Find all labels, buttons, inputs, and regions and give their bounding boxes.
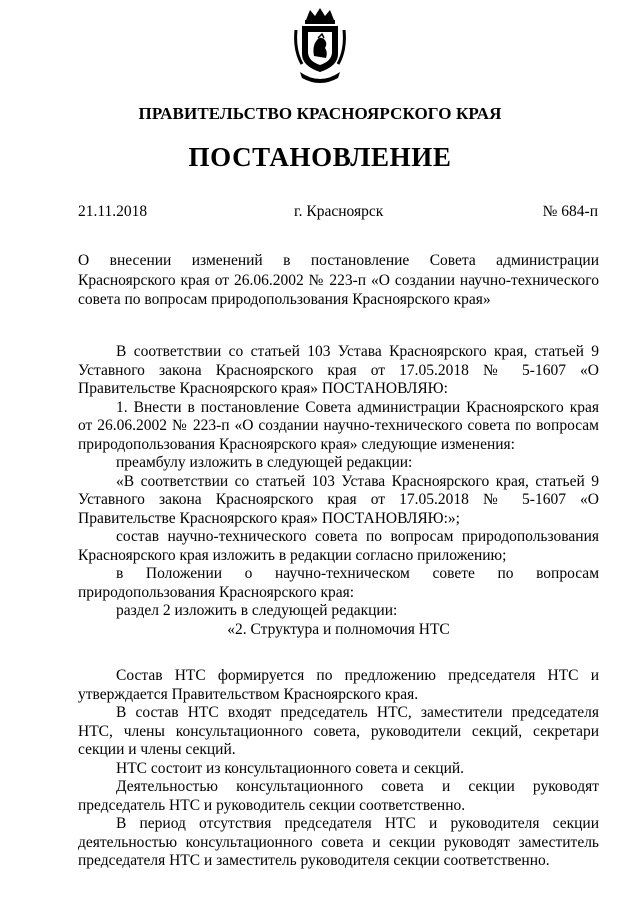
paragraph: Деятельностью консультационного совета и секции руководят председатель НТС и руководитель секции соответственно. xyxy=(78,778,599,814)
document-body xyxy=(78,343,599,871)
document-type-title: ПОСТАНОВЛЕНИЕ xyxy=(188,142,452,172)
paragraph: в Положении о научно-техническом совете по вопросам природопользования Красноярского края: xyxy=(78,565,599,601)
paragraph: состав научно-технического совета по вопросам природопользования Красноярского края изложить в редакции согласно приложению; xyxy=(78,528,599,564)
paragraph: В период отсутствия председателя НТС и руководителя секции деятельностью консультационного совета и секции руководят заместитель председателя НТС и заместитель руководителя секции соответственно. xyxy=(78,815,599,869)
document-city: г. Красноярск xyxy=(294,203,384,220)
paragraph: НТС состоит из консультационного совета и секций. xyxy=(116,759,465,777)
paragraph: 1. Внести в постановление Совета администрации Красноярского края от 26.06.2002 № 223-п «О создании научно-технического совета по вопросам природопользования Красноярского края» следующие изменения: xyxy=(78,398,599,453)
organization-title: ПРАВИТЕЛЬСТВО КРАСНОЯРСКОГО КРАЯ xyxy=(138,104,502,123)
paragraph: раздел 2 изложить в следующей редакции: xyxy=(116,602,398,619)
document-meta-row xyxy=(78,203,598,223)
paragraph: Состав НТС формируется по предложению председателя НТС и утверждается Правительством Красноярского края. xyxy=(78,667,599,703)
coat-of-arms-icon xyxy=(294,6,346,84)
document-subject: О внесении изменений в постановление Совета администрации Красноярского края от 26.06.2002 № 223-п «О создании научно-технического совета по вопросам природопользования Красноярского края» xyxy=(78,252,599,308)
section-heading: «2. Структура и полномочия НТС xyxy=(227,620,450,638)
document-date: 21.11.2018 xyxy=(78,203,148,220)
paragraph: В соответствии со статьей 103 Устава Красноярского края, статьей 9 Уставного закона Красноярского края от 17.05.2018 № 5-1607 «О Правительстве Красноярского края» ПОСТАНОВЛЯЮ: xyxy=(78,343,599,397)
paragraph: В состав НТС входят председатель НТС, заместители председателя НТС, члены консультационного совета, руководители секций, секретари секции и члены секций. xyxy=(78,704,599,758)
paragraph: преамбулу изложить в следующей редакции: xyxy=(116,454,413,471)
paragraph: «В соответствии со статьей 103 Устава Красноярского края, статьей 9 Уставного закона Красноярского края от 17.05.2018 № 5-1607 «О Правительстве Красноярского края» ПОСТАНОВЛЯЮ:»; xyxy=(78,472,599,527)
document-number: № 684-п xyxy=(542,203,598,220)
